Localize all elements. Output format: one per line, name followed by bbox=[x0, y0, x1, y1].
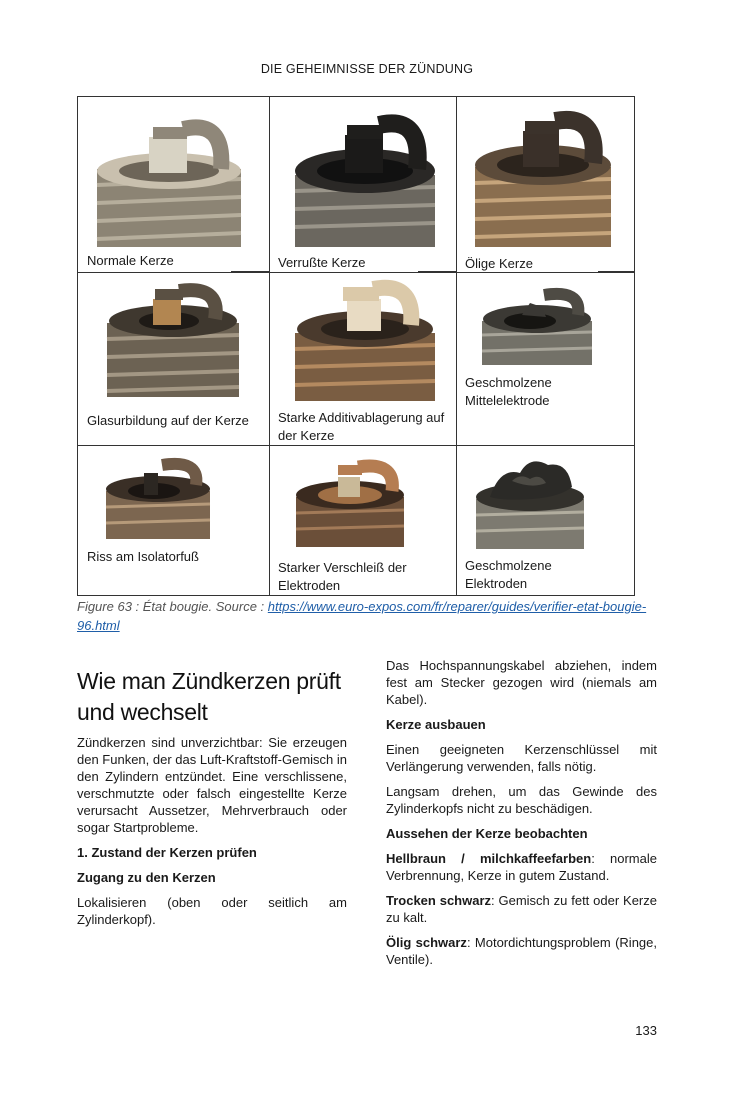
spark-plug-additive-deposits-image bbox=[291, 277, 439, 401]
paragraph: Lokalisieren (oben oder seitlich am Zylinderkopf). bbox=[77, 895, 347, 927]
observation-text: : Gemisch zu fett oder Kerze zu kalt. bbox=[386, 893, 657, 925]
paragraph: Einen geeigneten Kerzenschlüssel mit Verlängerung verwenden, falls nötig. bbox=[386, 742, 657, 774]
left-column bbox=[77, 666, 347, 936]
figure-source-link[interactable]: https://www.euro-expos.com/fr/reparer/guides/verifier-etat-bougie-96.html bbox=[77, 599, 647, 633]
spark-plug-figure-table bbox=[77, 96, 635, 596]
spark-plug-melted-electrodes-image bbox=[472, 457, 588, 549]
figure-caption-cell: Geschmolzene Mittelelektrode bbox=[465, 375, 552, 408]
subheading: 1. Zustand der Kerzen prüfen bbox=[77, 845, 257, 860]
table-divider bbox=[456, 97, 457, 595]
spark-plug-worn-electrodes-image bbox=[292, 455, 408, 547]
caption-underline bbox=[598, 271, 634, 272]
section-heading: Wie man Zündkerzen prüft und wechselt bbox=[77, 668, 341, 725]
spark-plug-sooted-image bbox=[291, 103, 439, 247]
table-divider bbox=[78, 272, 634, 273]
observation-text: : Motordichtungsproblem (Ringe, Ventile). bbox=[386, 935, 657, 967]
subheading: Aussehen der Kerze beobachten bbox=[386, 826, 588, 841]
figure-caption-cell: Normale Kerze bbox=[87, 253, 174, 268]
figure-caption bbox=[77, 597, 647, 635]
figure-caption-cell: Verrußte Kerze bbox=[278, 255, 366, 270]
figure-caption-cell: Ölige Kerze bbox=[465, 256, 533, 271]
figure-caption-cell: Starke Additivablagerung auf der Kerze bbox=[278, 410, 445, 443]
page-header: DIE GEHEIMNISSE DER ZÜNDUNG bbox=[260, 62, 474, 76]
figure-caption-cell: Starker Verschleiß der Elektroden bbox=[278, 560, 407, 593]
figure-caption-cell: Riss am Isolatorfuß bbox=[87, 549, 199, 564]
observation-item bbox=[386, 892, 657, 926]
subheading: Zugang zu den Kerzen bbox=[77, 870, 216, 885]
spark-plug-glazed-image bbox=[103, 279, 243, 397]
observation-item bbox=[386, 850, 657, 884]
table-divider bbox=[78, 445, 634, 446]
observation-item bbox=[386, 934, 657, 968]
right-column bbox=[386, 657, 657, 976]
spark-plug-oily-image bbox=[471, 107, 615, 247]
spark-plug-cracked-insulator-image bbox=[102, 455, 214, 539]
caption-underline bbox=[231, 271, 269, 272]
caption-underline bbox=[418, 271, 456, 272]
observation-term: Ölig schwarz bbox=[386, 935, 467, 950]
spark-plug-normal-image bbox=[93, 109, 245, 247]
figure-caption-cell: Geschmolzene Elektroden bbox=[465, 558, 552, 591]
table-divider bbox=[269, 97, 270, 595]
subheading: Kerze ausbauen bbox=[386, 717, 486, 732]
spark-plug-melted-center-electrode-image bbox=[478, 281, 596, 365]
observation-text: : normale Verbrennung, Kerze in gutem Zustand. bbox=[386, 851, 657, 883]
figure-caption-cell: Glasurbildung auf der Kerze bbox=[87, 413, 249, 428]
paragraph: Das Hochspannungskabel abziehen, indem fest am Stecker gezogen wird (niemals am Kabel). bbox=[386, 658, 657, 707]
observation-term: Hellbraun / milchkaffeefarben bbox=[386, 851, 592, 866]
observation-term: Trocken schwarz bbox=[386, 893, 492, 908]
figure-caption-text: Figure 63 : État bougie. Source : bbox=[77, 599, 268, 614]
paragraph: Langsam drehen, um das Gewinde des Zylinderkopfs nicht zu beschädigen. bbox=[386, 784, 657, 816]
page-number: 133 bbox=[635, 1023, 657, 1038]
intro-paragraph: Zündkerzen sind unverzichtbar: Sie erzeugen den Funken, der das Luft-Kraftstoff-Gemisch in den Zylindern entzündet. Eine verschlissene, verschmutzte oder falsch eingestellte Kerze verursacht Aussetzer, Mehrverbrauch oder sogar Startprobleme. bbox=[77, 735, 348, 835]
